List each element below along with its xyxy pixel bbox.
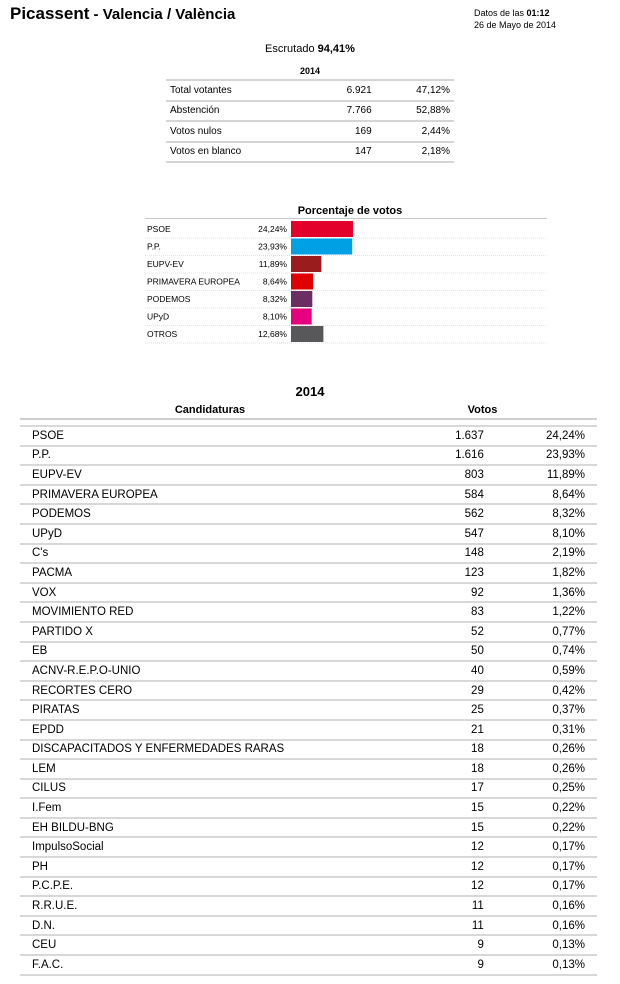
province-name: Valencia / València: [102, 6, 236, 23]
chart-category-label: EUPV-EV: [147, 259, 184, 269]
party-votes: 92: [415, 583, 496, 603]
summary-row: [166, 80, 454, 101]
escrutado-label: Escrutado: [265, 43, 318, 55]
escrutado-line: [0, 43, 620, 55]
party-name: PH: [20, 857, 415, 877]
party-percent: 0,16%: [496, 896, 597, 916]
party-votes: 123: [415, 563, 496, 583]
summary-label: Total votantes: [166, 80, 314, 101]
title-separator: -: [89, 6, 103, 23]
party-name: PACMA: [20, 563, 415, 583]
table-row: [20, 779, 597, 799]
summary-value: 169: [314, 121, 376, 142]
summary-label: Votos nulos: [166, 121, 314, 142]
party-votes: 18: [415, 759, 496, 779]
chart-bar: [291, 239, 352, 255]
party-percent: 8,32%: [496, 504, 597, 524]
party-percent: 0,37%: [496, 700, 597, 720]
summary-value: 147: [314, 142, 376, 163]
table-row: [20, 955, 597, 975]
table-row: [20, 465, 597, 485]
bar-chart-svg: [145, 219, 547, 344]
party-name: DISCAPACITADOS Y ENFERMEDADES RARAS: [20, 740, 415, 760]
party-votes: 50: [415, 642, 496, 662]
party-votes: 148: [415, 544, 496, 564]
chart-value-label: 8,64%: [262, 276, 287, 287]
party-percent: 8,64%: [496, 485, 597, 505]
party-percent: 0,42%: [496, 681, 597, 701]
party-name: RECORTES CERO: [20, 681, 415, 701]
party-votes: 15: [415, 818, 496, 838]
party-votes: 40: [415, 661, 496, 681]
party-percent: 0,31%: [496, 720, 597, 740]
table-row: [20, 798, 597, 818]
summary-label: Abstención: [166, 101, 314, 122]
datos-prefix: Datos de las: [474, 8, 527, 18]
party-votes: 18: [415, 740, 496, 760]
chart-value-label: 12,68%: [258, 329, 287, 339]
party-percent: 23,93%: [496, 446, 597, 466]
party-votes: 562: [415, 504, 496, 524]
party-name: LEM: [20, 759, 415, 779]
party-percent: 11,89%: [496, 465, 597, 485]
table-row: [20, 563, 597, 583]
party-percent: 0,17%: [496, 837, 597, 857]
party-percent: 0,17%: [496, 857, 597, 877]
data-time: 01:12: [526, 8, 550, 18]
table-row: [20, 583, 597, 603]
chart-category-label: UPyD: [147, 311, 170, 322]
party-name: PIRATAS: [20, 700, 415, 720]
party-percent: 0,22%: [496, 798, 597, 818]
party-name: CEU: [20, 935, 415, 955]
table-row: [20, 426, 597, 446]
chart-category-label: P.P.: [147, 241, 161, 252]
party-name: F.A.C.: [20, 955, 415, 975]
party-percent: 0,16%: [496, 916, 597, 936]
escrutado-value: 94,41%: [317, 43, 355, 55]
party-percent: 1,22%: [496, 602, 597, 622]
summary-percent: 2,18%: [376, 142, 454, 163]
party-name: I.Fem: [20, 798, 415, 818]
table-row: [20, 896, 597, 916]
party-percent: 0,13%: [496, 935, 597, 955]
chart-category-label: OTROS: [147, 329, 178, 339]
party-votes: 1.637: [415, 426, 496, 446]
party-percent: 0,26%: [496, 740, 597, 760]
table-row: [20, 622, 597, 642]
table-row: [20, 720, 597, 740]
chart-value-label: 23,93%: [258, 241, 287, 252]
party-percent: 2,19%: [496, 544, 597, 564]
party-name: EUPV-EV: [20, 465, 415, 485]
table-row: [20, 700, 597, 720]
summary-percent: 2,44%: [376, 121, 454, 142]
party-name: ImpulsoSocial: [20, 837, 415, 857]
results-year: 2014: [295, 384, 325, 399]
data-date: 26 de Mayo de 2014: [474, 20, 557, 30]
party-votes: 584: [415, 485, 496, 505]
party-votes: 9: [415, 955, 496, 975]
chart-bar: [291, 291, 312, 307]
party-percent: 24,24%: [496, 426, 597, 446]
table-row: [20, 818, 597, 838]
chart-category-label: PRIMAVERA EUROPEA: [147, 276, 240, 287]
party-name: PODEMOS: [20, 504, 415, 524]
table-row: [20, 857, 597, 877]
table-row: [20, 740, 597, 760]
page-title: [10, 4, 235, 24]
party-name: UPyD: [20, 524, 415, 544]
summary-value: 6.921: [314, 80, 376, 101]
party-name: PSOE: [20, 426, 415, 446]
party-votes: 52: [415, 622, 496, 642]
party-name: CILUS: [20, 779, 415, 799]
party-votes: 17: [415, 779, 496, 799]
party-votes: 11: [415, 916, 496, 936]
table-row: [20, 504, 597, 524]
party-percent: 0,25%: [496, 779, 597, 799]
results-table: [20, 418, 597, 976]
party-votes: 12: [415, 877, 496, 897]
party-name: C's: [20, 544, 415, 564]
party-votes: 21: [415, 720, 496, 740]
party-name: EH BILDU-BNG: [20, 818, 415, 838]
table-row: [20, 446, 597, 466]
party-percent: 0,59%: [496, 661, 597, 681]
summary-value: 7.766: [314, 101, 376, 122]
table-row: [20, 759, 597, 779]
party-percent: 0,22%: [496, 818, 597, 838]
table-row: [20, 485, 597, 505]
party-votes: 547: [415, 524, 496, 544]
party-name: ACNV-R.E.P.O-UNIO: [20, 661, 415, 681]
table-row: [20, 661, 597, 681]
summary-year: 2014: [299, 66, 321, 76]
party-votes: 12: [415, 837, 496, 857]
table-row: [20, 877, 597, 897]
chart-title: Porcentaje de votos: [297, 205, 403, 217]
chart-bar: [291, 221, 353, 237]
party-name: EB: [20, 642, 415, 662]
table-row: [20, 524, 597, 544]
column-header-candidaturas: Candidaturas: [174, 404, 246, 416]
party-votes: 15: [415, 798, 496, 818]
party-name: P.P.: [20, 446, 415, 466]
chart-value-label: 8,10%: [262, 311, 287, 322]
summary-percent: 52,88%: [376, 101, 454, 122]
table-row: [20, 544, 597, 564]
party-percent: 0,77%: [496, 622, 597, 642]
party-votes: 29: [415, 681, 496, 701]
party-name: EPDD: [20, 720, 415, 740]
chart-bar: [291, 274, 313, 290]
table-row: [20, 681, 597, 701]
party-name: P.C.P.E.: [20, 877, 415, 897]
chart-value-label: 8,32%: [262, 294, 287, 304]
party-votes: 12: [415, 857, 496, 877]
party-percent: 0,74%: [496, 642, 597, 662]
party-name: VOX: [20, 583, 415, 603]
party-percent: 1,82%: [496, 563, 597, 583]
data-timestamp: [474, 7, 556, 31]
party-votes: 83: [415, 602, 496, 622]
summary-label: Votos en blanco: [166, 142, 314, 163]
party-votes: 803: [415, 465, 496, 485]
party-percent: 1,36%: [496, 583, 597, 603]
chart-value-label: 11,89%: [258, 259, 287, 269]
municipality-name: Picassent: [10, 4, 90, 23]
party-votes: 1.616: [415, 446, 496, 466]
column-header-votos: Votos: [467, 404, 498, 416]
party-percent: 8,10%: [496, 524, 597, 544]
chart-value-label: 24,24%: [258, 224, 287, 234]
table-row: [20, 935, 597, 955]
summary-row: [166, 142, 454, 163]
party-percent: 0,17%: [496, 877, 597, 897]
table-row: [20, 916, 597, 936]
chart-bar: [291, 326, 323, 342]
party-votes: 11: [415, 896, 496, 916]
party-name: R.R.U.E.: [20, 896, 415, 916]
chart-bar: [291, 309, 312, 325]
party-name: PARTIDO X: [20, 622, 415, 642]
party-percent: 0,13%: [496, 955, 597, 975]
summary-table: [166, 79, 454, 163]
table-row: [20, 837, 597, 857]
party-name: PRIMAVERA EUROPEA: [20, 485, 415, 505]
table-row: [20, 642, 597, 662]
summary-row: [166, 101, 454, 122]
summary-percent: 47,12%: [376, 80, 454, 101]
party-votes: 25: [415, 700, 496, 720]
summary-row: [166, 121, 454, 142]
chart-category-label: PODEMOS: [147, 294, 191, 304]
table-row: [20, 602, 597, 622]
chart-category-label: PSOE: [147, 224, 171, 234]
party-name: D.N.: [20, 916, 415, 936]
party-votes: 9: [415, 935, 496, 955]
results-header-rule: [20, 419, 597, 426]
party-percent: 0,26%: [496, 759, 597, 779]
chart-bar: [291, 256, 321, 272]
party-name: MOVIMIENTO RED: [20, 602, 415, 622]
